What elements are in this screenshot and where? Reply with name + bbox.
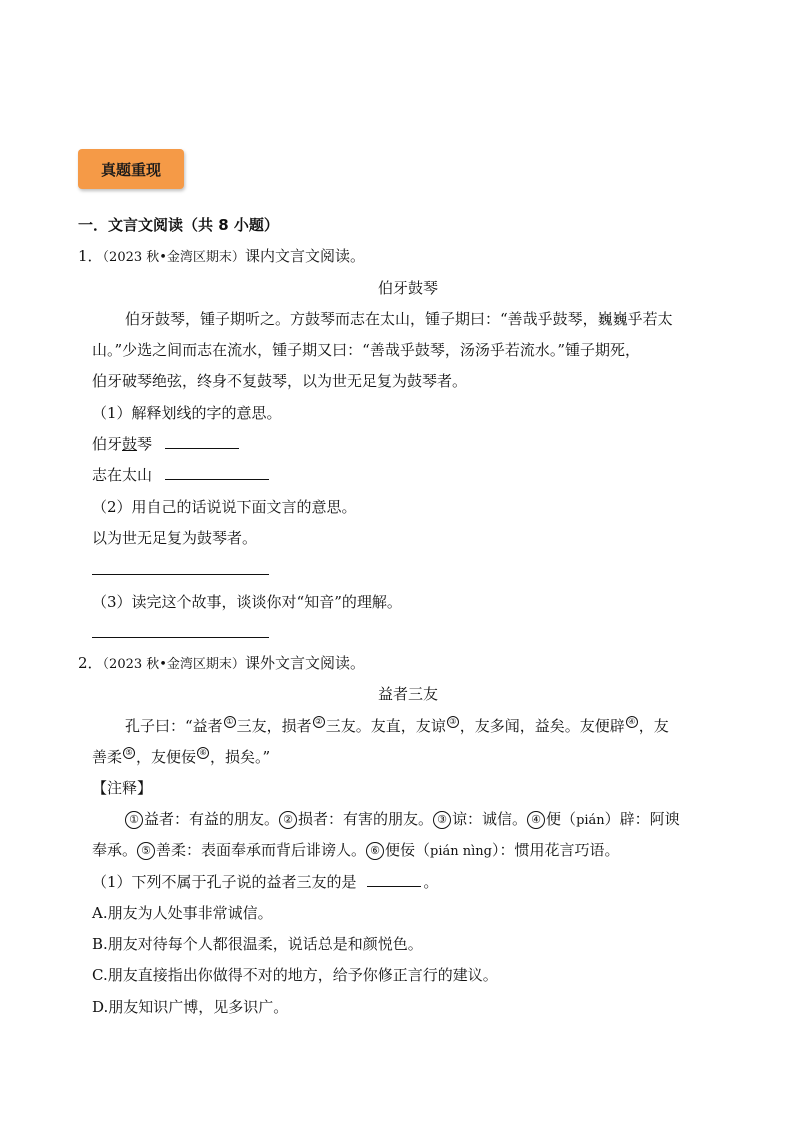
passage-text: ，友便佞 (136, 748, 197, 766)
option-a[interactable]: A.朋友为人处事非常诚信。 (92, 904, 273, 922)
passage-line: 山。”少选之间而志在流水，锺子期又曰：“善哉乎鼓琴，汤汤乎若流水。”锺子期死， (92, 341, 641, 359)
option-b[interactable]: B.朋友对待每个人都很温柔，说话总是和颜悦色。 (92, 935, 423, 953)
note-number: ② (279, 811, 297, 829)
section-badge: 真题重现 (78, 149, 184, 189)
passage-line: 伯牙鼓琴，锺子期听之。方鼓琴而志在太山，锺子期曰：“善哉乎鼓琴，巍巍乎若太 (125, 310, 673, 328)
note-number: ⑤ (137, 842, 155, 860)
question-intro: 课内文言文阅读。 (244, 247, 365, 265)
footnote-marker: ④ (626, 716, 638, 728)
question-intro: 课外文言文阅读。 (244, 654, 365, 672)
sub-question-1 (92, 872, 438, 892)
word-text: 志在太山 (92, 466, 153, 484)
note-text: 善柔：表面奉承而背后诽谤人。 (156, 841, 367, 859)
section-title: 一．文言文阅读（共 8 小题） (78, 216, 279, 234)
question-number: 2． (78, 654, 103, 672)
note-number: ④ (527, 811, 545, 829)
word-item (92, 465, 269, 485)
note-text: 便（ (546, 810, 577, 828)
question-1-header (78, 246, 365, 268)
footnote-marker: ⑥ (197, 747, 209, 759)
passage-line (125, 716, 669, 736)
note-text: ）：惯用花言巧语。 (492, 841, 620, 859)
answer-blank[interactable] (165, 434, 239, 449)
notes-line (92, 840, 620, 862)
option-c[interactable]: C.朋友直接指出你做得不对的地方，给予你修正言行的建议。 (92, 966, 498, 984)
underlined-char: 鼓 (122, 435, 138, 453)
notes-line (125, 809, 680, 831)
passage-text: 孔子曰：“益者 (125, 717, 223, 735)
footnote-marker: ③ (447, 716, 459, 728)
notes-label: 【注释】 (92, 779, 153, 797)
passage-line: 伯牙破琴绝弦，终身不复鼓琴，以为世无足复为鼓琴者。 (92, 372, 468, 390)
footnote-marker: ⑤ (123, 747, 135, 759)
note-text: 损者：有害的朋友。 (298, 810, 434, 828)
note-text: 便佞（ (385, 841, 431, 859)
word-text: 琴 (137, 435, 153, 453)
question-text: 。 (423, 873, 439, 891)
question-2-header (78, 653, 365, 675)
footnote-marker: ① (224, 716, 236, 728)
note-number: ① (125, 811, 143, 829)
word-text: 伯牙 (92, 435, 123, 453)
passage-text: 善柔 (92, 748, 123, 766)
note-text: 益者：有益的朋友。 (144, 810, 280, 828)
note-text: 奉承。 (92, 841, 138, 859)
word-item (92, 434, 239, 454)
passage-text: 三友，损者 (236, 717, 312, 735)
option-d[interactable]: D.朋友知识广博，见多识广。 (92, 998, 289, 1016)
answer-blank[interactable] (367, 872, 421, 887)
note-text: 谅：诚信。 (452, 810, 528, 828)
question-text: （1）下列不属于孔子说的益者三友的是 (92, 873, 357, 891)
answer-line[interactable] (92, 637, 269, 638)
note-number: ③ (433, 811, 451, 829)
question-number: 1． (78, 247, 103, 265)
pinyin: pián nìng (430, 844, 493, 859)
passage-text: ，友多闻，益矣。友便辟 (459, 717, 625, 735)
passage-title: 伯牙鼓琴 (377, 279, 438, 297)
question-source: （2023 秋•金湾区期末） (102, 657, 245, 672)
sub-question-text: 以为世无足复为鼓琴者。 (92, 529, 258, 547)
pinyin: pián (576, 813, 605, 828)
sub-question-1: （1）解释划线的字的意思。 (92, 404, 282, 422)
sub-question-3: （3）读完这个故事，谈谈你对“知音”的理解。 (92, 593, 402, 611)
passage-text: 三友。友直，友谅 (325, 717, 446, 735)
note-text: ）辟：阿谀 (604, 810, 680, 828)
passage-line (92, 747, 270, 767)
passage-title: 益者三友 (377, 685, 438, 703)
passage-text: ，友 (638, 717, 669, 735)
answer-blank[interactable] (165, 465, 269, 480)
sub-question-2: （2）用自己的话说说下面文言的意思。 (92, 498, 357, 516)
passage-text: ，损矣。” (210, 748, 271, 766)
footnote-marker: ② (313, 716, 325, 728)
question-source: （2023 秋•金湾区期末） (102, 250, 245, 265)
answer-line[interactable] (92, 574, 269, 575)
note-number: ⑥ (366, 842, 384, 860)
